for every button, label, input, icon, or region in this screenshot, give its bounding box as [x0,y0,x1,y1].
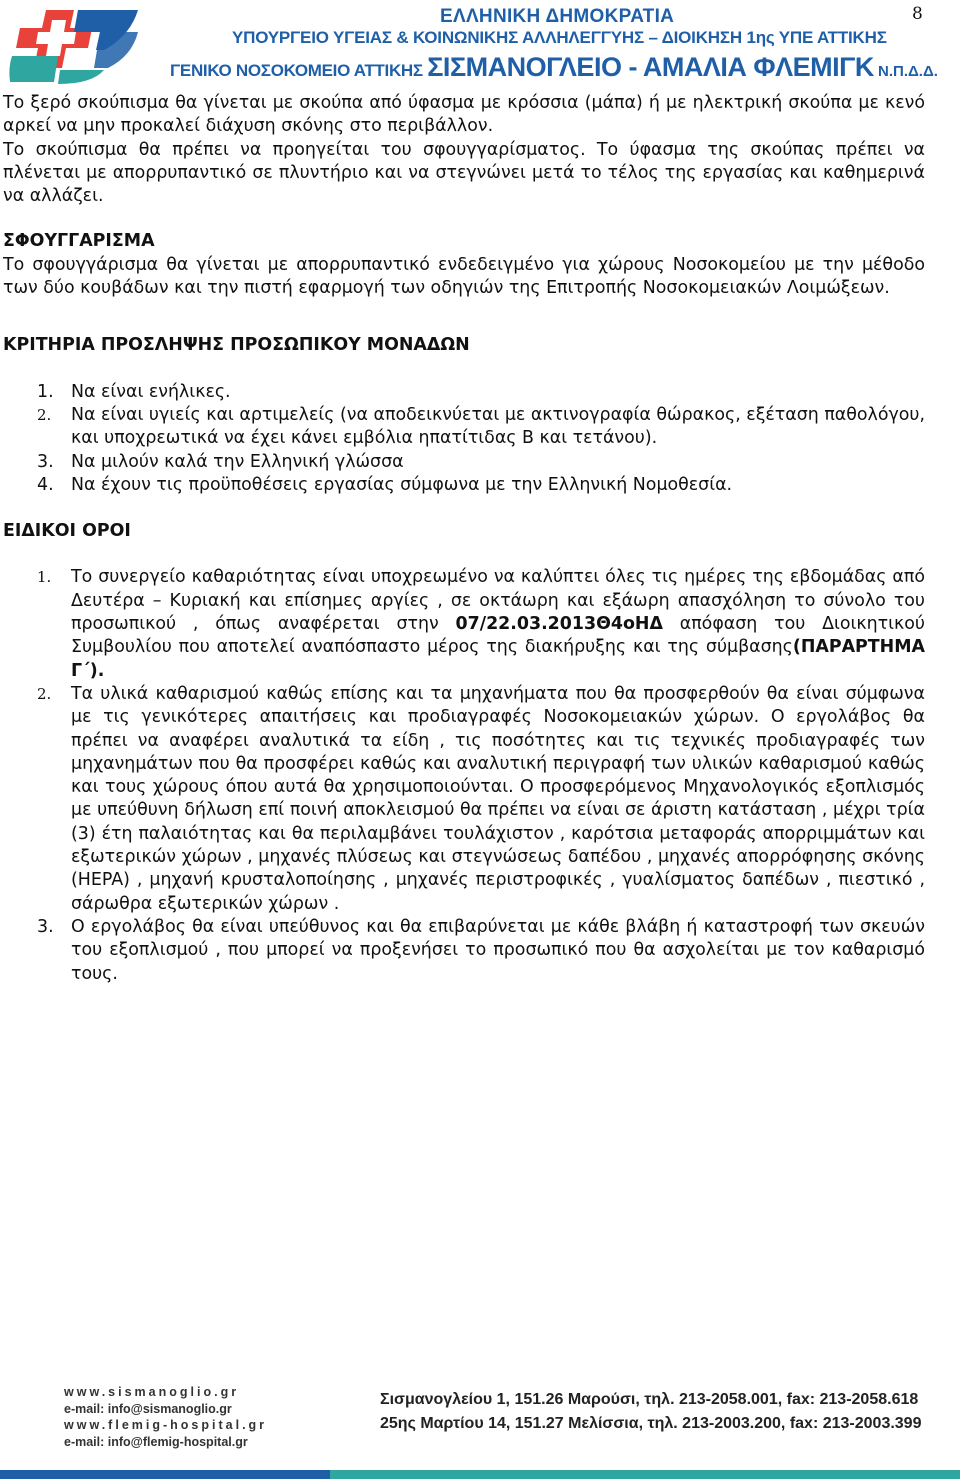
special-term-number: 2. [37,684,52,703]
special-term-item [3,683,925,916]
footer-website-link[interactable]: www.sismanoglio.gr [64,1385,240,1399]
criteria-list [3,381,925,497]
criteria-item-number: 3. [37,451,54,472]
footer-bar-teal [330,1470,960,1479]
annex-reference: (ΠΑΡΑΡΤΗΜΑ Γ΄). [71,637,925,681]
criteria-item-text: Να έχουν τις προϋποθέσεις εργασίας σύμφωνα με την Ελληνική Νομοθεσία. [71,474,733,495]
hospital-cross-logo-icon [8,6,140,86]
criteria-item [3,451,925,474]
header-hospital-main: ΣΙΣΜΑΝΟΓΛΕΙΟ - ΑΜΑΛΙΑ ΦΛΕΜΙΓΚ [427,52,874,82]
special-term-number: 3. [37,916,54,937]
intro-paragraph-2: Το σκούπισμα θα πρέπει να προηγείται του σφουγγαρίσματος. Το ύφασμα της σκούπας πρέπει να πλένεται με απορρυπαντικό σε πλυντήριο και να στεγνώνει μετά το τέλος της εργασίας και καθημερινά να αλλάζει. [3,139,925,207]
criteria-item [3,474,925,497]
criteria-item-text: Να είναι ενήλικες. [71,381,231,402]
special-term-item [3,916,925,986]
page-number: 8 [912,4,923,24]
special-term-text: Τα υλικά καθαρισμού καθώς επίσης και τα μηχανήματα που θα προσφερθούν θα είναι σύμφωνα με τις γενικότερες απαιτήσεις και προδιαγραφές Νοσοκομειακών χώρων. Ο εργολάβος θα πρέπει να αναφέρει αναλυτικά τα είδη , τις ποσότητες και τις τεχνικές προδιαγραφές των μηχανημάτων που θα προσφέρει καθώς και αναλυτική περιγραφή των υλικών καθαρισμού καθώς και τους χώρους όπου αυτά θα χρησιμοποιούνται. Ο προσφερόμενος Μηχανολογικός εξοπλισμός με υπεύθυνη δήλωση επί ποινή αποκλεισμού θα πρέπει να είναι σε άριστη κατάσταση , μέχρι τρία (3) έτη παλαιότητας και θα περιλαμβάνει τουλάχιστον , καρότσια μεταφοράς απορριμμάτων και εξωτερικών χώρων , μηχανές πλύσεως και στεγνώσεως δαπέδου , μηχανές απορρόφησης σκόνης (HEPA) , μηχανή κρυσταλοποίησης , μηχανές περιστροφικές , γυαλίσματος δαπέδων , πιεστικό , σάρωθρα εξωτερικών χώρων . [71,683,925,914]
footer-address-line: Σισμανογλείου 1, 151.26 Μαρούσι, τηλ. 213-2058.001, fax: 213-2058.618 [380,1391,919,1408]
letterhead-footer [0,1378,960,1479]
special-term-text: Ο εργολάβος θα είναι υπεύθυνος και θα επιβαρύνεται με κάθε βλάβη ή καταστροφή των σκευών του εξοπλισμού , που μπορεί να προξενήσει το προσωπικό που θα ασχολείται με τον καθαρισμό τους. [71,916,925,984]
special-term-text-cont: απόφαση του Διοικητικού Συμβουλίου που αποτελεί αναπόσπαστο μέρος της διακήρυξης και της σύμβασης [71,614,925,658]
criteria-item-number: 2. [37,405,52,424]
criteria-heading: ΚΡΙΤΗΡΙΑ ΠΡΟΣΛΗΨΗΣ ΠΡΟΣΩΠΙΚΟΥ ΜΟΝΑΔΩΝ [3,335,470,356]
footer-address-line: 25ης Μαρτίου 14, 151.27 Μελίσσια, τηλ. 213-2003.200, fax: 213-2003.399 [380,1415,922,1432]
criteria-item-text: Να είναι υγιείς και αρτιμελείς (να αποδεικνύεται με ακτινογραφία θώρακος, εξέταση παθολόγου, και υποχρεωτικά να έχει κάνει εμβόλια ηπατίτιδας Β και τετάνου). [71,404,925,449]
footer-email-link[interactable]: e-mail: info@flemig-hospital.gr [64,1434,248,1449]
criteria-item-number: 1. [37,381,54,402]
criteria-item-number: 4. [37,474,54,495]
header-hospital-name [170,52,938,83]
header-hospital-prefix: ΓΕΝΙΚΟ ΝΟΣΟΚΟΜΕΙΟ ΑΤΤΙΚΗΣ [170,61,428,80]
header-country: ΕΛΛΗΝΙΚΗ ΔΗΜΟΚΡΑΤΙΑ [440,6,675,27]
criteria-item [3,381,925,404]
mopping-paragraph: Το σφουγγάρισμα θα γίνεται με απορρυπαντικό ενδεδειγμένο για χώρους Νοσοκομείου με την μέθοδο των δύο κουβάδων και την πιστή εφαρμογή των οδηγιών της Επιτροπής Νοσοκομειακών Λοιμώξεων. [3,254,925,299]
header-hospital-suffix: Ν.Π.Δ.Δ. [873,63,938,80]
footer-addresses [380,1388,921,1436]
footer-bar-blue [0,1470,330,1479]
special-term-item [3,566,925,682]
special-terms-list [3,566,925,985]
criteria-item-text: Να μιλούν καλά την Ελληνική γλώσσα [71,451,404,472]
special-term-number: 1. [37,568,52,587]
special-term-text: Το συνεργείο καθαριότητας είναι υποχρεωμένο να καλύπτει όλες τις ημέρες της εβδομάδας από Δευτέρα – Κυριακή και επίσημες αργίες , σε οκτάωρη και εξάωρη απασχόληση το σύνολο του προσωπικού , όπως αναφέρεται στην [71,567,925,635]
footer-website-link[interactable]: www.flemig-hospital.gr [64,1418,268,1432]
decision-reference: 07/22.03.2013Θ4οΗΔ [455,614,663,635]
letterhead [0,0,960,92]
footer-email-link[interactable]: e-mail: info@sismanoglio.gr [64,1401,232,1416]
footer-contacts [64,1384,267,1450]
mopping-heading: ΣΦΟΥΓΓΑΡΙΣΜΑ [3,231,155,252]
header-ministry: ΥΠΟΥΡΓΕΙΟ ΥΓΕΙΑΣ & ΚΟΙΝΩΝΙΚΗΣ ΑΛΛΗΛΕΓΓΥΗΣ – ΔΙΟΙΚΗΣΗ 1ης ΥΠΕ ΑΤΤΙΚΗΣ [232,28,887,47]
criteria-item [3,404,925,451]
footer-color-bar [0,1470,960,1479]
special-terms-heading: ΕΙΔΙΚΟΙ ΟΡΟΙ [3,521,131,542]
intro-paragraph-1: Το ξερό σκούπισμα θα γίνεται με σκούπα από ύφασμα με κρόσσια (μάπα) ή με ηλεκτρική σκούπα με κενό αρκεί να μην προκαλεί διάχυση σκόνης στο περιβάλλον. [3,93,925,137]
document-body [3,92,925,986]
